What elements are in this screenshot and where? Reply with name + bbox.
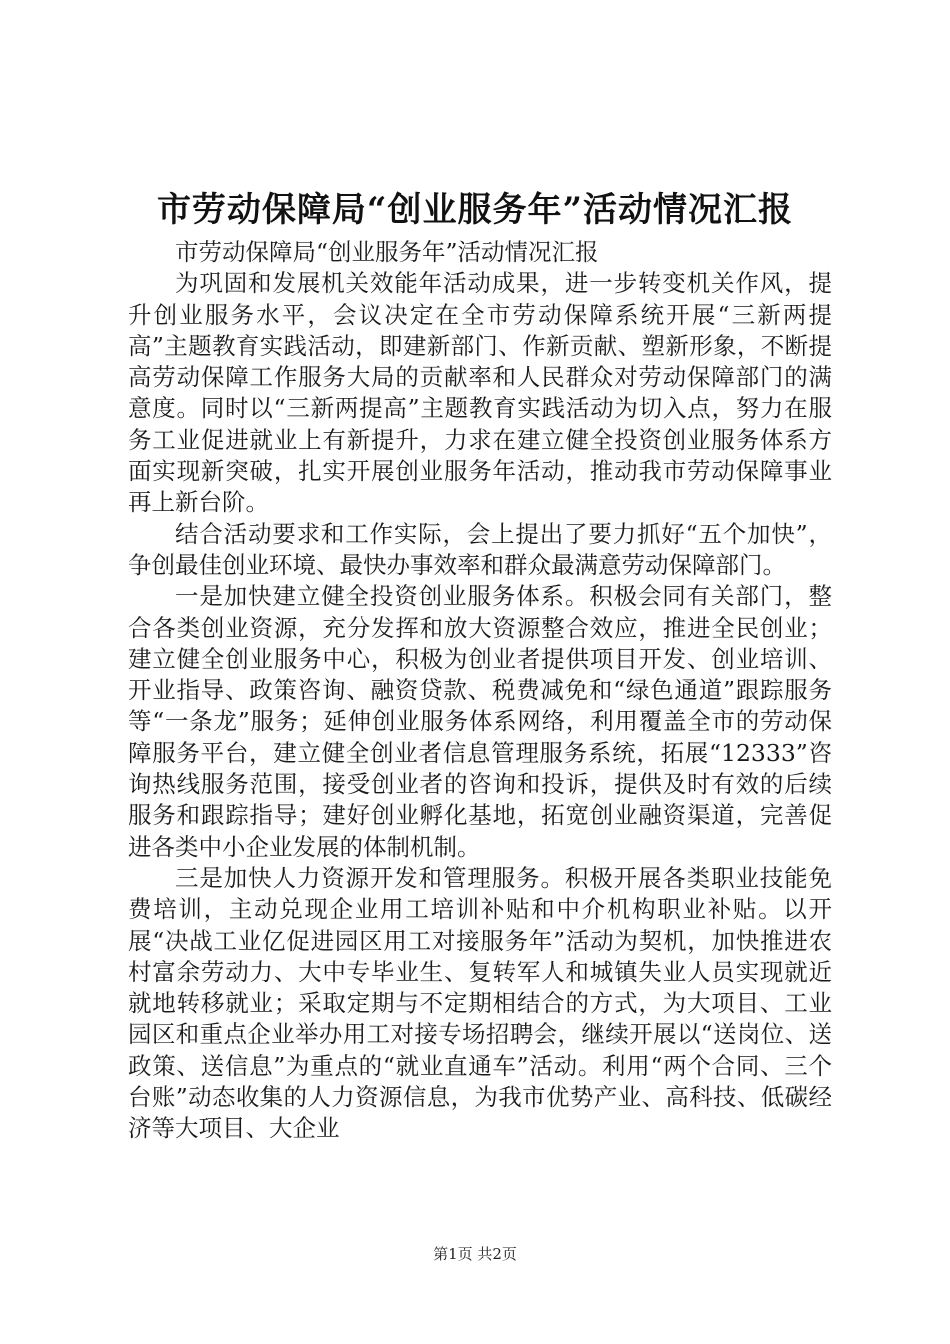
document-title: 市劳动保障局“创业服务年”活动情况汇报 bbox=[156, 190, 794, 230]
body-paragraph: 为巩固和发展机关效能年活动成果，进一步转变机关作风，提升创业服务水平，会议决定在全市劳动保障系统开展“三新两提高”主题教育实践活动，即建新部门、作新贡献、塑新形象，不断提高劳动保障工作服务大局的贡献率和人民群众对劳动保障部门的满意度。同时以“三新两提高”主题教育实践活动为切入点，努力在服务工业促进就业上有新提升，力求在建立健全投资创业服务体系方面实现新突破，扎实开展创业服务年活动，推动我市劳动保障事业再上新台阶。 bbox=[128, 269, 832, 517]
body-paragraph: 三是加快人力资源开发和管理服务。积极开展各类职业技能免费培训，主动兑现企业用工培训补贴和中介机构职业补贴。以开展“决战工业亿促进园区用工对接服务年”活动为契机，加快推进农村富余劳动力、大中专毕业生、复转军人和城镇失业人员实现就近就地转移就业；采取定期与不定期相结合的方式，为大项目、工业园区和重点企业举办用工对接专场招聘会，继续开展以“送岗位、送政策、送信息”为重点的“就业直通车”活动。利用“两个合同、三个台账”动态收集的人力资源信息，为我市优势产业、高科技、低碳经济等大项目、大企业 bbox=[128, 863, 832, 1143]
document-body bbox=[128, 237, 832, 1145]
body-paragraph: 结合活动要求和工作实际，会上提出了要力抓好“五个加快”，争创最佳创业环境、最快办事效率和群众最满意劳动保障部门。 bbox=[128, 519, 832, 579]
body-paragraph: 市劳动保障局“创业服务年”活动情况汇报 bbox=[175, 238, 599, 266]
body-paragraph: 一是加快建立健全投资创业服务体系。积极会同有关部门，整合各类创业资源，充分发挥和放大资源整合效应，推进全民创业；建立健全创业服务中心，积极为创业者提供项目开发、创业培训、开业指导、政策咨询、融资贷款、税费减免和“绿色通道”跟踪服务等“一条龙”服务；延伸创业服务体系网络，利用覆盖全市的劳动保障服务平台，建立健全创业者信息管理服务系统，拓展“12333”咨询热线服务范围，接受创业者的咨询和投诉，提供及时有效的后续服务和跟踪指导；建好创业孵化基地，拓宽创业融资渠道，完善促进各类中小企业发展的体制机制。 bbox=[128, 582, 832, 861]
page-number-footer: 第1页 共2页 bbox=[433, 1245, 517, 1263]
